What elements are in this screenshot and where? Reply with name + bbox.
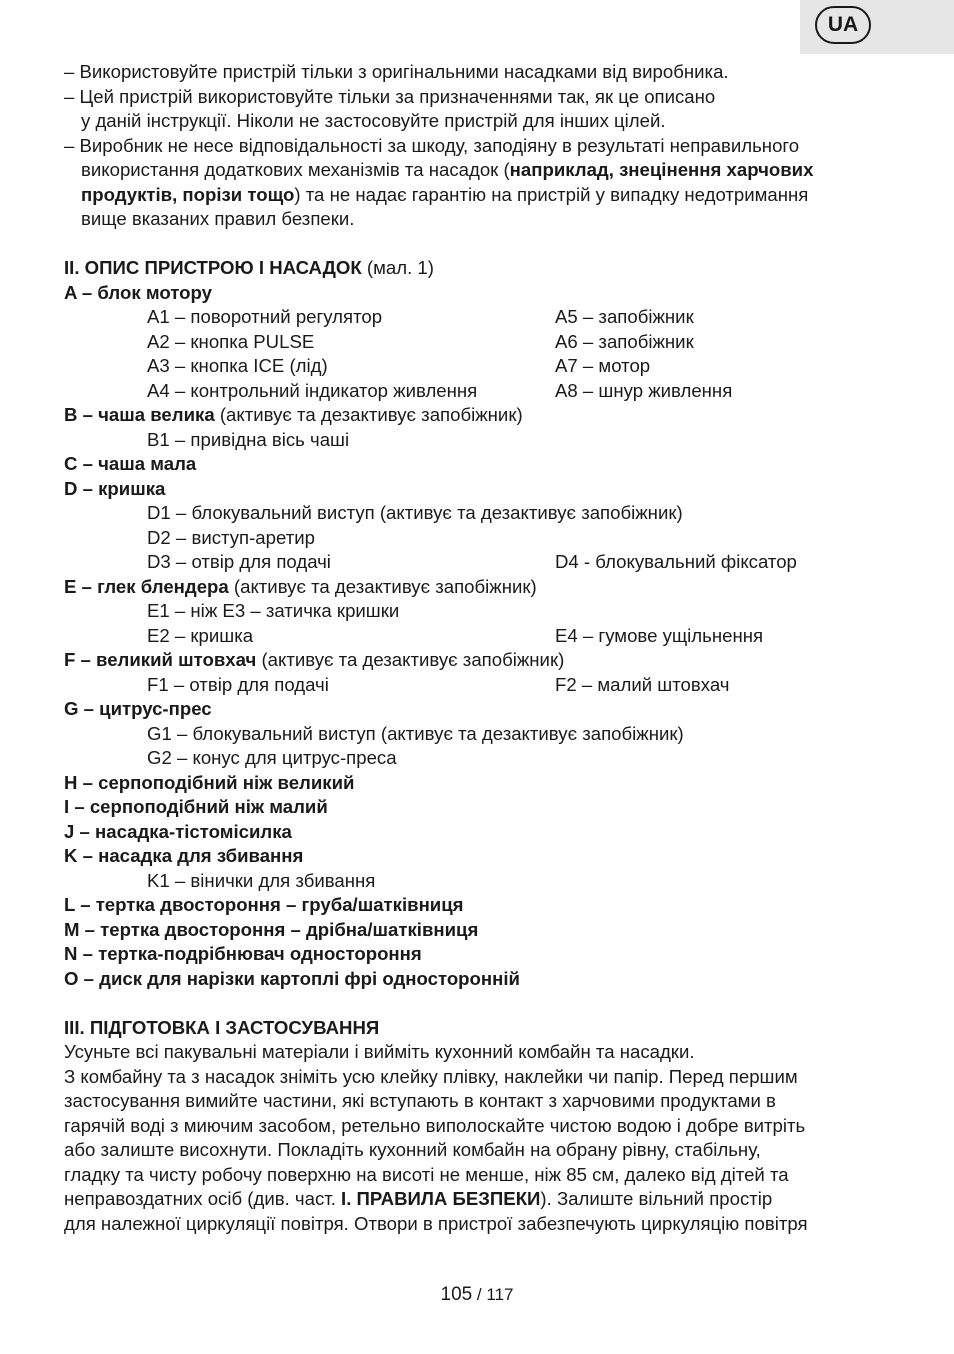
part-item: E2 – кришка E4 – гумове ущільнення: [147, 624, 764, 646]
part-item: F1 – отвір для подачі F2 – малий штовхач: [147, 673, 730, 695]
part-heading: N – тертка-подрібнювач одностороння: [64, 943, 422, 964]
intro-line: використання додаткових механізмів та насадок (наприклад, знецінення харчових: [81, 159, 814, 180]
paragraph-line: Усуньте всі пакувальні матеріали і вийміть кухонний комбайн та насадки.: [64, 1041, 695, 1062]
paragraph-line: для належної циркуляції повітря. Отвори в пристрої забезпечують циркуляцію повітря: [64, 1212, 808, 1234]
intro-line: – Цей пристрій використовуйте тільки за призначеннями так, як це описано: [64, 85, 716, 107]
part-item: D3 – отвір для подачі D4 - блокувальний фіксатор: [147, 551, 797, 572]
part-heading: E – глек блендера (активує та дезактивує запобіжник): [64, 575, 537, 597]
intro-line: продуктів, порізи тощо) та не надає гарантію на пристрій у випадку недотримання: [81, 183, 809, 205]
page-number: 105 / 117: [440, 1284, 514, 1305]
part-item: E1 – ніж E3 – затичка кришки: [147, 600, 400, 621]
paragraph-line: застосування вимийте частини, які вступають в контакт з харчовими продуктами в: [64, 1090, 776, 1111]
part-item: A1 – поворотний регулятор A5 – запобіжник: [147, 306, 694, 327]
part-item: D1 – блокувальний виступ (активує та дезактивує запобіжник): [147, 502, 683, 523]
intro-line: вище вказаних правил безпеки.: [81, 208, 355, 229]
part-heading: I – серпоподібний ніж малий: [64, 796, 328, 817]
part-heading: F – великий штовхач (активує та дезактивує запобіжник): [64, 649, 565, 670]
part-item: A2 – кнопка PULSE A6 – запобіжник: [147, 330, 694, 352]
part-heading: C – чаша мала: [64, 453, 197, 474]
part-heading: J – насадка-тістомісилка: [64, 820, 292, 842]
part-item: D2 – виступ-аретир: [147, 526, 315, 548]
part-item: B1 – привідна вісь чаші: [147, 428, 350, 450]
paragraph-line: або залиште висохнути. Покладіть кухонний комбайн на обрану рівну, стабільну,: [64, 1139, 761, 1160]
page-content: [64, 60, 894, 1236]
paragraph-line: гарячій воді з миючим засобом, ретельно виполоскайте чистою водою і добре витріть: [64, 1114, 806, 1136]
section-heading: III. ПІДГОТОВКА І ЗАСТОСУВАННЯ: [64, 1016, 380, 1038]
paragraph-line: неправоздатних осіб (див. част. I. ПРАВИЛА БЕЗПЕКИ). Залиште вільний простір: [64, 1188, 773, 1209]
paragraph-line: гладку та чисту робочу поверхню на висоті не менше, ніж 85 см, далеко від дітей та: [64, 1163, 789, 1185]
part-heading: D – кришка: [64, 477, 166, 499]
language-badge: UA: [815, 6, 871, 44]
part-item: G1 – блокувальний виступ (активує та дезактивує запобіжник): [147, 722, 684, 744]
part-item: A4 – контрольний індикатор живлення A8 – шнур живлення: [147, 379, 733, 401]
part-heading: A – блок мотору: [64, 281, 212, 303]
part-item: A3 – кнопка ICE (лід) A7 – мотор: [147, 355, 651, 376]
intro-line: – Виробник не несе відповідальності за шкоду, заподіяну в результаті неправильного: [64, 134, 800, 156]
part-heading: G – цитрус-прес: [64, 698, 212, 719]
section-heading: II. ОПИС ПРИСТРОЮ І НАСАДОК (мал. 1): [64, 257, 434, 278]
intro-line: у даній інструкції. Ніколи не застосовуйте пристрій для інших цілей.: [81, 110, 666, 131]
part-heading: K – насадка для збивання: [64, 845, 304, 866]
part-item: K1 – вінички для збивання: [147, 869, 376, 891]
part-heading: M – тертка двостороння – дрібна/шатківниця: [64, 918, 479, 940]
paragraph-line: З комбайну та з насадок зніміть усю клейку плівку, наклейки чи папір. Перед першим: [64, 1065, 798, 1087]
part-heading: B – чаша велика (активує та дезактивує запобіжник): [64, 404, 523, 425]
part-item: G2 – конус для цитрус-преса: [147, 747, 397, 768]
part-heading: H – серпоподібний ніж великий: [64, 771, 355, 793]
part-heading: O – диск для нарізки картоплі фрі односторонній: [64, 967, 520, 989]
intro-line: – Використовуйте пристрій тільки з оригінальними насадками від виробника.: [64, 61, 729, 82]
part-heading: L – тертка двостороння – груба/шатківниця: [64, 894, 464, 915]
